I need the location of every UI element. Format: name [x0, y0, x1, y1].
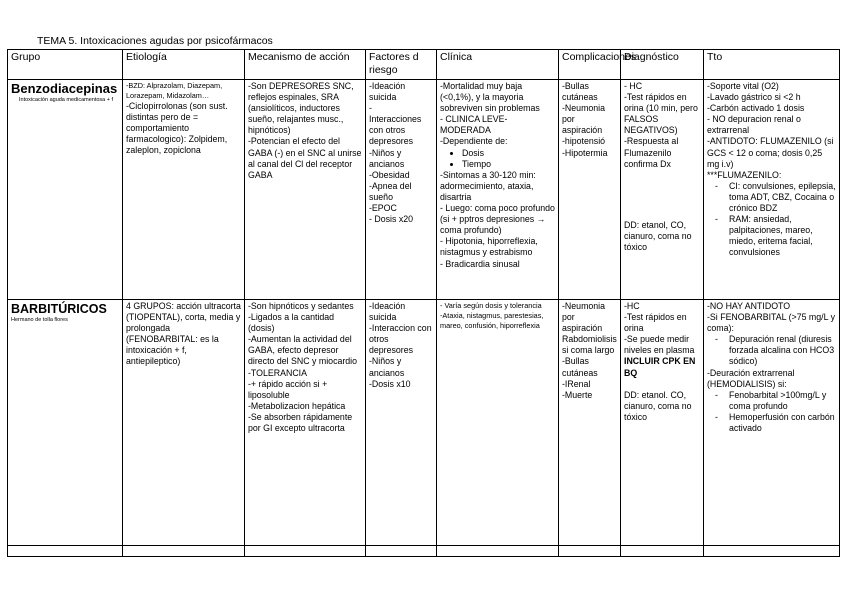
- group-note: Hermano de tolla flores: [11, 317, 68, 323]
- empty-row: [8, 546, 840, 557]
- mecanismo-text: -Son hipnóticos y sedantes -Ligados a la cantidad (dosis) -Aumentan la actividad del GABA, efecto depresor directo del SNC y miocardio -TOLERANCIA -+ rápido acción si + liposoluble -Metabolizacion hepática -Se absorben rápidamente por GI excepto ultracorta: [248, 301, 358, 434]
- empty-cell: [704, 546, 840, 557]
- diagnostico-cell: [621, 300, 704, 546]
- factores-cell: [366, 80, 437, 300]
- header-cell: Mecanismo de acción: [245, 50, 366, 80]
- diagnostico-text-a: - HC -Test rápidos en orina (10 min, pero FALSOS NEGATIVOS) -Respuesta al Flumazenilo confirma Dx: [624, 81, 698, 169]
- header-cell: Etiología: [123, 50, 245, 80]
- tto-cell: [704, 80, 840, 300]
- factores-text: -Ideación suicida - Interacciones con otros depresores -Niños y ancianos -Obesidad -Apnea del sueño -EPOC - Dosis x20: [369, 81, 422, 225]
- intoxication-table: [7, 49, 840, 557]
- clinica-bullets: [440, 148, 555, 170]
- clinica-cell: [437, 80, 559, 300]
- tto-text-a: -NO HAY ANTIDOTO -Si FENOBARBITAL (>75 mg/L y coma):: [707, 301, 835, 334]
- header-cell: Complicaciones: [559, 50, 621, 80]
- tto-cell: [704, 300, 840, 546]
- diagnostico-cpk: INCLUIR CPK EN BQ: [624, 356, 696, 378]
- empty-cell: [366, 546, 437, 557]
- empty-cell: [245, 546, 366, 557]
- group-note: Intoxicación aguda medicamentosa + f: [19, 97, 114, 103]
- header-row: [8, 50, 840, 80]
- list-item: • Tiempo: [462, 159, 555, 170]
- diagnostico-text-a: -HC -Test rápidos en orina -Se puede medir niveles en plasma: [624, 301, 695, 356]
- mecanismo-cell: [245, 300, 366, 546]
- complicaciones-text: -Neumonia por aspiración Rabdomiolisis si coma largo -Bullas cutáneas -IRenal -Muerte: [562, 301, 617, 400]
- benzodiacepinas-row: [8, 80, 840, 300]
- tto-text-a: -Soporte vital (O2) -Lavado gástrico si <2 h -Carbón activado 1 dosis - NO depuracion renal o extrarrenal -ANTIDOTO: FLUMAZENILO (si GCS < 12 o coma; dosis 0,25 mg i.v) ***FLUMAZENILO:: [707, 81, 834, 180]
- header-cell: Tto: [704, 50, 840, 80]
- empty-cell: [123, 546, 245, 557]
- factores-cell: [366, 300, 437, 546]
- complicaciones-text: -Bullas cutáneas -Neumonia por aspiración -hipotensió -Hipotermia: [562, 81, 608, 158]
- group-name: Benzodiacepinas: [11, 81, 118, 96]
- factores-text: -Ideación suicida -Interaccion con otros depresores -Niños y ancianos -Dosis x10: [369, 301, 432, 389]
- list-item: - CI: convulsiones, epilepsia, toma ADT, CBZ, Cocaina o crónico BDZ: [729, 181, 836, 214]
- empty-cell: [8, 546, 123, 557]
- tto-list: [707, 334, 836, 367]
- etiologia-cell: [123, 300, 245, 546]
- etiologia-drugs: -BZD: Alprazolam, Diazepam, Lorazepam, Midazolam…: [126, 81, 223, 100]
- diagnostico-cell: [621, 80, 704, 300]
- empty-cell: [559, 546, 621, 557]
- list-item: - Fenobarbital >100mg/L y coma profundo: [729, 390, 836, 412]
- list-item: - Depuración renal (diuresis forzada alcalina con HCO3 sódico): [729, 334, 836, 367]
- etiologia-text: -Ciclopirrolonas (son sust. distintas pero de = comportamiento farmacologico): Zolpidem, zaleplon, zopiclona: [126, 101, 228, 156]
- list-item: - Hemoperfusión con carbón activado: [729, 412, 836, 434]
- complicaciones-cell: [559, 80, 621, 300]
- mecanismo-text: -Son DEPRESORES SNC, reflejos espinales, SRA (ansiolíticos, inductores sueño, relajantes musc., hipnóticos) -Potencian el efecto del GABA (-) en el SNC al unirse al canal del Cl del receptor GABA: [248, 81, 362, 180]
- header-cell: Factores d riesgo: [366, 50, 437, 80]
- clinica-text: - Varía según dosis y tolerancia -Ataxia, nistagmus, parestesias, mareo, confusión, hiporreflexia: [440, 301, 544, 330]
- clinica-cell: [437, 300, 559, 546]
- complicaciones-cell: [559, 300, 621, 546]
- diagnostico-text-b: DD: etanol. CO, cianuro, coma no tóxico: [624, 389, 692, 422]
- grupo-cell: [8, 300, 123, 546]
- document-title: TEMA 5. Intoxicaciones agudas por psicofármacos: [37, 35, 273, 47]
- header-cell: Grupo: [8, 50, 123, 80]
- clinica-text-b: -Sintomas a 30-120 min: adormecimiento, ataxia, disartria - Luego: coma poco profundo (si + pptros depresiones → coma profundo) - Hipotonia, hiporreflexia, nistagmus y estrabismo - Bradicardia sinusal: [440, 169, 555, 269]
- empty-cell: [437, 546, 559, 557]
- tto-list: [707, 181, 836, 259]
- barbituricos-row: [8, 300, 840, 546]
- group-name: BARBITÚRICOS: [11, 302, 107, 316]
- etiologia-cell: [123, 80, 245, 300]
- tto-list: [707, 390, 836, 434]
- etiologia-text: 4 GRUPOS: acción ultracorta (TIOPENTAL), corta, media y prolongada (FENOBARBITAL: es la intoxicación + f, antiepileptico): [126, 301, 241, 367]
- empty-cell: [621, 546, 704, 557]
- mecanismo-cell: [245, 80, 366, 300]
- header-cell: Clínica: [437, 50, 559, 80]
- grupo-cell: [8, 80, 123, 300]
- clinica-text-a: -Mortalidad muy baja (<0,1%), y la mayoria sobreviven sin problemas - CLINICA LEVE-MODERADA -Dependiente de:: [440, 81, 540, 147]
- header-cell: Diagnóstico: [621, 50, 704, 80]
- list-item: - RAM: ansiedad, palpitaciones, mareo, miedo, eritema facial, convulsiones: [729, 214, 836, 258]
- diagnostico-text-b: DD: etanol, CO, cianuro, coma no tóxico: [624, 219, 692, 252]
- list-item: • Dosis: [462, 148, 555, 159]
- tto-text-b: -Deuración extrarrenal (HEMODIALISIS) si:: [707, 367, 795, 389]
